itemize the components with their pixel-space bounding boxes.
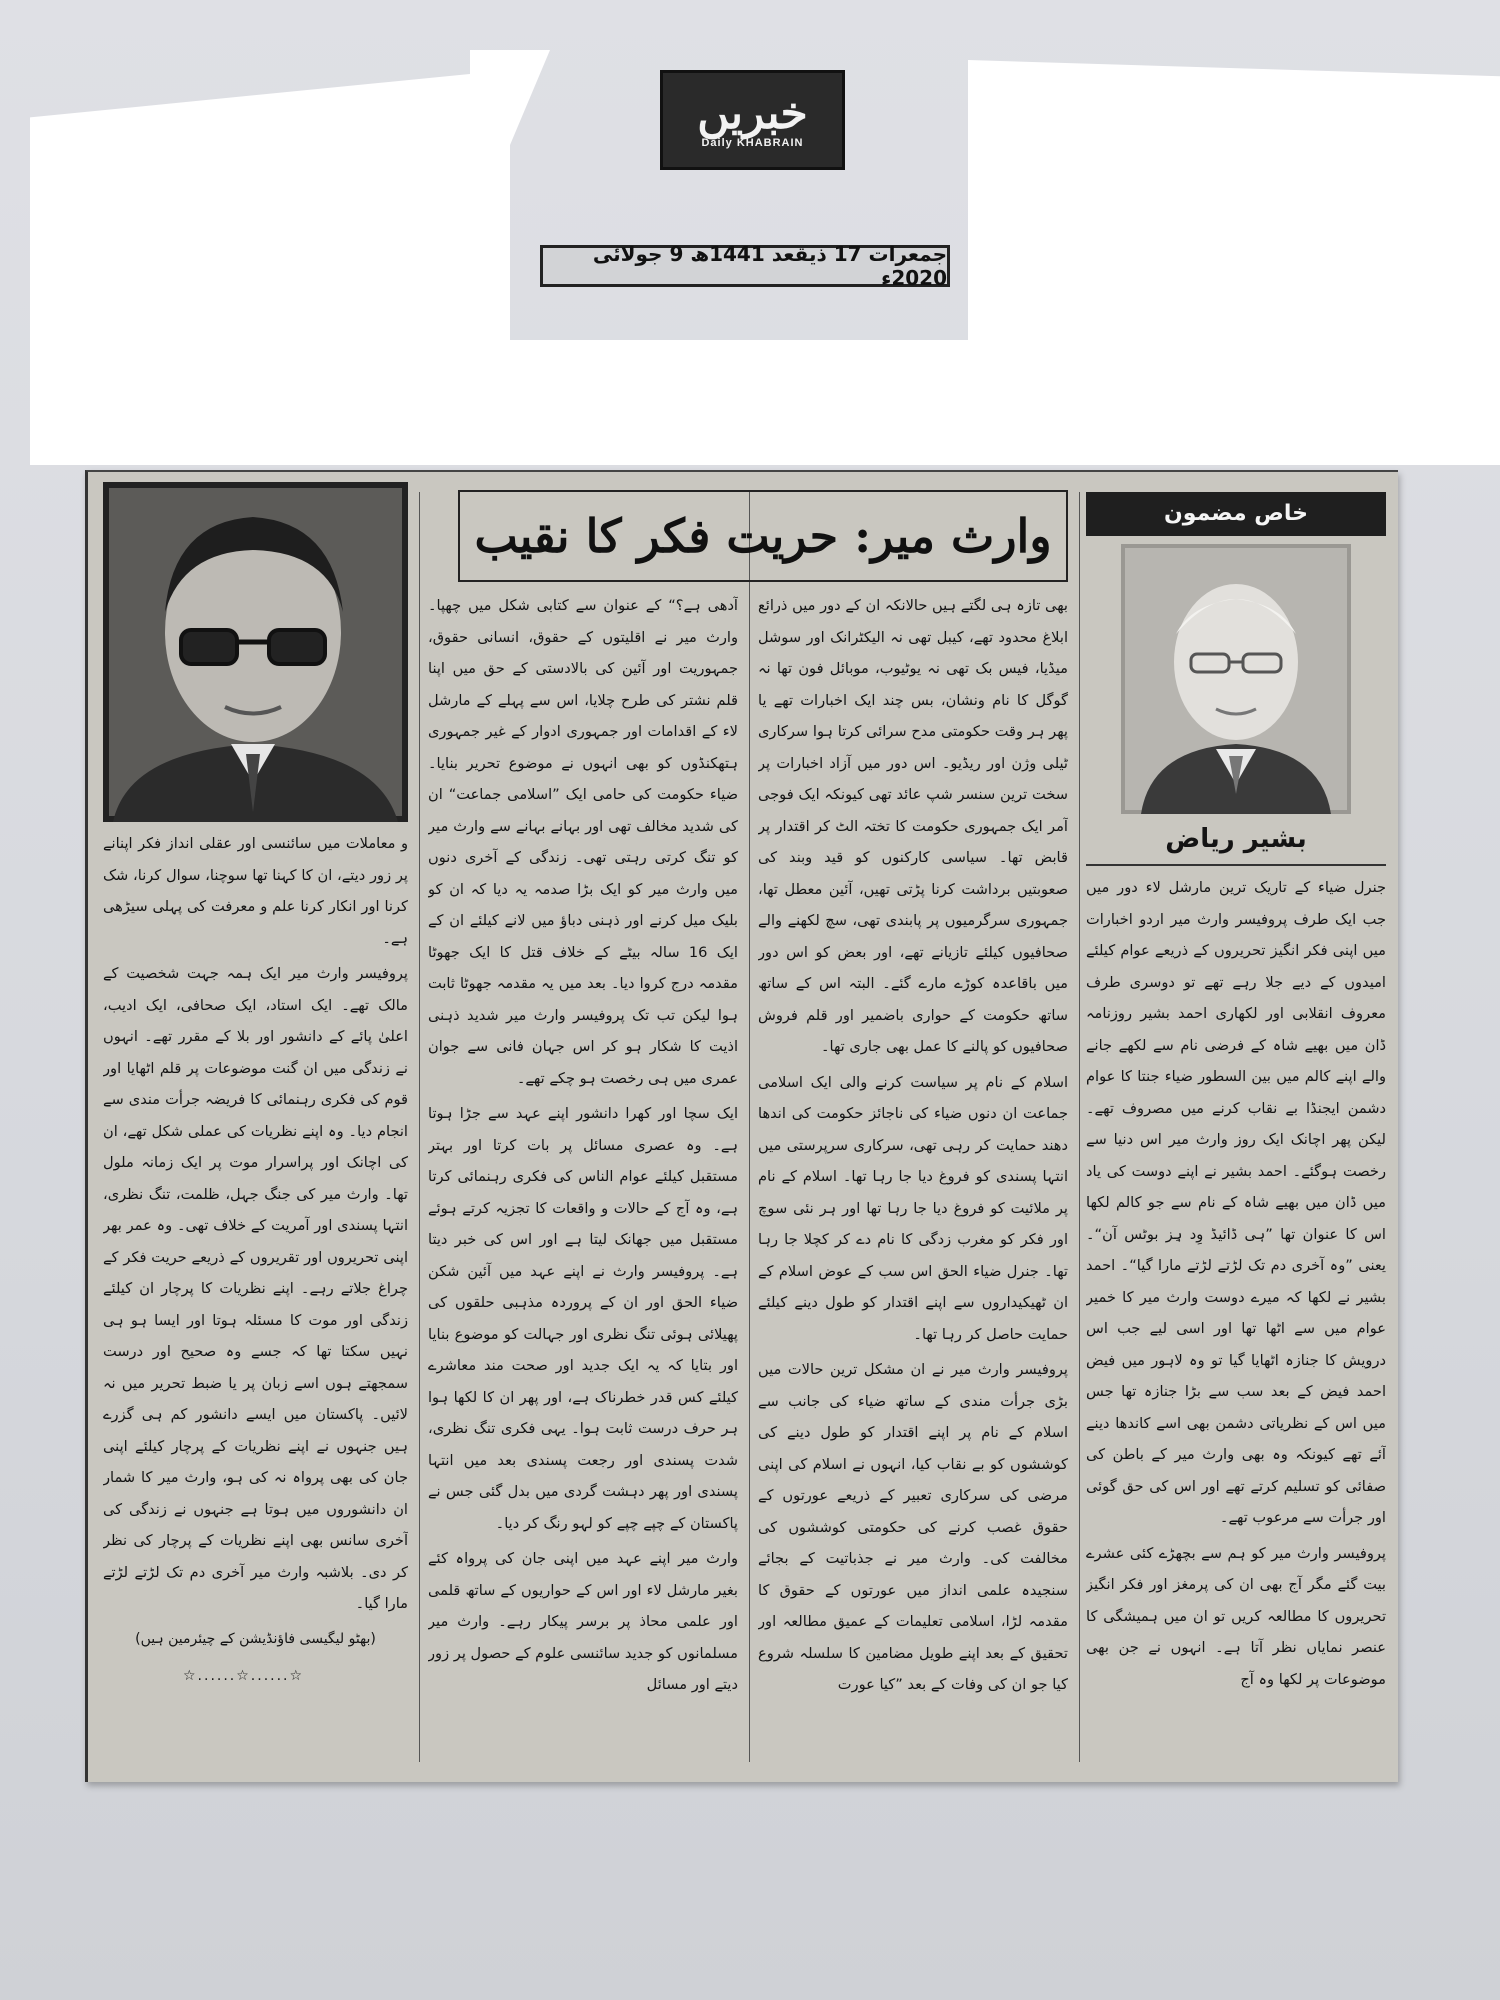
newspaper-masthead (660, 70, 845, 170)
paragraph: اسلام کے نام پر سیاست کرنے والی ایک اسلامی جماعت ان دنوں ضیاء کی ناجائز حکومت کی اندھا دھند حمایت کر رہی تھی، سرکاری سرپرستی میں انتہا پسندی کو فروغ دیا جا رہا تھا۔ اسلام کے نام پر ملائیت کو فروغ دیا جا رہا تھا اور ہر نئی سوچ اور فکر کو مغرب زدگی کا نام دے کر کچلا جا رہا تھا۔ جنرل ضیاء الحق اس سب کے عوض اسلام کے ان ٹھیکیداروں سے اپنے اقتدار کو طول دینے کیلئے حمایت حاصل کر رہا تھا۔ (758, 1073, 1068, 1343)
column-rule (1079, 492, 1080, 1762)
paragraph: پروفیسر وارث میر ایک ہمہ جہت شخصیت کے مالک تھے۔ ایک استاد، ایک صحافی، ایک ادیب، اعلیٰ پائے کے دانشور اور بلا کے مقرر تھے۔ انہوں نے زندگی میں ان گنت موضوعات پر قلم اٹھایا اور قوم کی فکری رہنمائی کا فریضہ جرأت مندی سے انجام دیا۔ وہ اپنے نظریات کی عملی شکل تھے، ان کی اچانک اور پراسرار موت پر ایک زمانہ ملول تھا۔ وارث میر کی جنگ جہل، ظلمت، تنگ نظری، انتہا پسندی اور آمریت کے خلاف تھی۔ وہ عمر بھر اپنی تحریروں اور تقریروں کے ذریعے حریت فکر کے چراغ جلاتے رہے۔ اپنے نظریات کا پرچار ان کیلئے زندگی اور موت کا مسئلہ ہوتا اور ایسا ہو ہی نہیں سکتا تھا کہ جسے وہ صحیح اور درست سمجھتے ہوں اسے زبان پر یا ضبط تحریر میں نہ لائیں۔ پاکستان میں ایسے دانشور کم ہی گزرے ہیں جنہوں نے اپنے نظریات کے پرچار کیلئے اپنی جان کی بھی پرواہ نہ کی ہو، وارث میر کا شمار ان دانشوروں میں ہوتا ہے جنہوں نے زندگی کی آخری سانس بھی اپنے نظریات کے پرچار کی نظر کر دی۔ بلاشبہ وارث میر آخری دم تک لڑتے لڑتے مارا گیا۔ (103, 965, 408, 1612)
paragraph: پروفیسر وارث میر نے ان مشکل ترین حالات میں بڑی جرأت مندی کے ساتھ ضیاء کی جانب سے اسلام کے نام پر اپنے اقتدار کو طول دینے کی کوششوں کو بے نقاب کیا، انہوں نے اسلام کی اپنی مرضی کی سرکاری تعبیر کے ذریعے عورتوں کے حقوق غصب کرنے کی حکومتی کوششوں کی مخالفت کی۔ وارث میر نے جذباتیت کے بجائے سنجیدہ علمی انداز میں عورتوں کے حقوق کا مقدمہ لڑا، اسلامی تعلیمات کے عمیق مطالعہ اور تحقیق کے بعد اپنے طویل مضامین کا سلسلہ شروع کیا جو ان کی وفات کے بعد ”کیا عورت (758, 1361, 1068, 1693)
redaction-patch (968, 60, 1500, 465)
article-column-2 (758, 472, 1068, 1782)
author-note: (بھٹو لیگیسی فاؤنڈیشن کے چیئرمین ہیں) (135, 1630, 376, 1647)
paragraph: ایک سچا اور کھرا دانشور اپنے عہد سے جڑا ہوتا ہے۔ وہ عصری مسائل پر بات کرتا اور بہتر مستقبل کیلئے عوام الناس کی فکری رہنمائی کرتا ہے، وہ آج کے حالات و واقعات کا تجزیہ کرتے ہوئے مستقبل میں جھانک لیتا ہے اور اس کی خبر دیتا ہے۔ پروفیسر وارث نے اپنے عہد میں آئین شکن ضیاء الحق اور ان کے پروردہ مذہبی حلقوں کی پھیلائی ہوئی تنگ نظری اور جہالت کو موضوع بنایا اور بتایا کہ یہ ایک جدید اور صحت مند معاشرے کیلئے کس قدر خطرناک ہے، اور پھر ان کا لکھا ہوا ہر حرف درست ثابت ہوا۔ یہی فکری تنگ نظری، شدت پسندی اور رجعت پسندی بعد میں انتہا پسندی اور پھر دہشت گردی میں بدل گئی جس نے پاکستان کے چپے چپے کو لہو رنگ کر دیا۔ (428, 1105, 738, 1532)
author-byline: بشیر ریاض (1086, 814, 1386, 866)
subject-portrait-photo (103, 482, 408, 822)
article-column-4 (103, 472, 408, 1782)
author-portrait-photo (1121, 544, 1351, 814)
paragraph: جنرل ضیاء کے تاریک ترین مارشل لاء دور میں جب ایک طرف پروفیسر وارث میر اردو اخبارات میں اپنی فکر انگیز تحریروں کے ذریعے عوام کیلئے امیدوں کے دیے جلا رہے تھے تو دوسری طرف معروف انقلابی اور لکھاری احمد بشیر روزنامہ ڈان میں بھیے شاہ کے فرضی نام سے لکھے جانے والے اپنے کالم میں بین السطور ضیاء جنتا کا عوام دشمن ایجنڈا بے نقاب کرنے میں مصروف تھے۔ لیکن پھر اچانک ایک روز وارث میر اس دنیا سے رخصت ہوگئے۔ احمد بشیر نے اپنے دوست کی یاد میں ڈان میں بھیے شاہ کے نام سے جو کالم لکھا اس کا عنوان تھا ”ہی ڈائیڈ وِد ہِز بوٹس آن“۔ یعنی ”وہ آخری دم تک لڑتے لڑتے مارا گیا“۔ احمد بشیر نے لکھا کہ میرے دوست وارث میر کا خمیر عوام میں سے اٹھا تھا اور اسی لیے جب اس درویش کا جنازہ اٹھایا گیا تو وہ لاہور میں فیض احمد فیض کے بعد سب سے بڑا جنازہ تھا جس میں اس کے نظریاتی دشمن بھی اسے کاندھا دینے آئے تھے کیونکہ وہ بھی وارث میر کے باطن کی صفائی کو تسلیم کرتے تھے اور اس کی حق گوئی اور جرأت سے مرعوب تھے۔ (1086, 879, 1386, 1526)
kicker-label: خاص مضمون (1086, 492, 1386, 536)
paragraph: آدھی ہے؟“ کے عنوان سے کتابی شکل میں چھپا۔ وارث میر نے اقلیتوں کے حقوق، انسانی حقوق، جمہوریت اور آئین کی بالادستی کے حق میں اپنا قلم نشتر کی طرح چلایا، اس سے پہلے کے مارشل لاء کے اقدامات اور جمہوری ادوار کے غیر جمہوری ہتھکنڈوں کو بھی انہوں نے موضوع تحریر بنایا۔ ضیاء حکومت کی حامی ایک ”اسلامی جماعت“ ان کی شدید مخالف تھی اور بہانے بہانے سے وارث میر کو تنگ کرتی رہتی تھی۔ زندگی کے آخری دنوں میں وارث میر کو ایک بڑا صدمہ یہ دیا کہ ان کو بلیک میل کرنے اور ذہنی دباؤ میں لانے کیلئے ان کے ایک 16 سالہ بیٹے کے خلاف قتل کا ایک جھوٹا مقدمہ درج کروا دیا۔ بعد میں یہ مقدمہ جھوٹا ثابت ہوا لیکن تب تک پروفیسر وارث میر شدید ذہنی اذیت کا شکار ہو کر اس جہان فانی سے جوان عمری میں ہی رخصت ہو چکے تھے۔ (428, 597, 738, 1087)
paragraph: وارث میر اپنے عہد میں اپنی جان کی پرواہ کئے بغیر مارشل لاء اور اس کے حواریوں کے ساتھ قلمی اور علمی محاذ پر برسر پیکار رہے۔ وارث میر مسلمانوں کو جدید سائنسی علوم کے حصول پر زور دیتے اور مسائل (428, 1550, 738, 1693)
newspaper-clipping (85, 470, 1398, 1782)
column-4-body (103, 828, 408, 1693)
redaction-patch (30, 70, 510, 465)
paragraph: بھی تازہ ہی لگتے ہیں حالانکہ ان کے دور میں ذرائع ابلاغ محدود تھے، کیبل تھی نہ الیکٹرانک اور سوشل میڈیا، فیس بک تھی نہ یوٹیوب، موبائل فون تھا نہ گوگل کا نام ونشان، بس چند ایک اخبارات تھے یا پھر ہر وقت حکومتی مدح سرائی کرتا ہوا سرکاری ٹیلی وژن اور ریڈیو۔ اس دور میں آزاد اخبارات پر سخت ترین سنسر شپ عائد تھی کیونکہ ایک فوجی آمر ایک جمہوری حکومت کا تختہ الٹ کر اقتدار پر قابض تھا۔ سیاسی کارکنوں کو قید وبند کی صعوبتیں برداشت کرنا پڑتی تھیں، آئین معطل تھا، جمہوری سرگرمیوں پر پابندی تھی، سچ لکھنے والے صحافیوں کیلئے تازیانے تھے، اور بعض کو اس دور میں باقاعدہ کوڑے مارے گئے۔ البتہ اس کے ساتھ ساتھ حکومت کے حواری باضمیر اور قلم فروش صحافیوں کو پالنے کا عمل بھی جاری تھا۔ (758, 597, 1068, 1055)
end-stars: ☆......☆......☆ (183, 1668, 305, 1684)
article-column-3 (428, 472, 738, 1782)
column-rule (749, 492, 750, 1762)
column-3-body (428, 590, 738, 1701)
column-2-body (758, 590, 1068, 1701)
article-headline: وارث میر: حریت فکر کا نقیب (474, 509, 1052, 563)
masthead-logo-english: Daily KHABRAIN (701, 137, 804, 149)
redaction-patch (510, 340, 970, 465)
masthead-logo-urdu: خبریں (697, 88, 808, 139)
article-column-1 (1086, 472, 1386, 1782)
column-rule (419, 492, 420, 1762)
column-1-body (1086, 872, 1386, 1695)
paragraph: پروفیسر وارث میر کو ہم سے بچھڑے کئی عشرے بیت گئے مگر آج بھی ان کی پرمغز اور فکر انگیز تحریروں کا مطالعہ کریں تو ان میں ہمیشگی کا عنصر نمایاں نظر آتا ہے۔ انہوں نے جن بھی موضوعات پر لکھا وہ آج (1086, 1544, 1386, 1688)
dateline: جمعرات 17 ذیقعد 1441ھ 9 جولائی 2020ء (540, 245, 950, 287)
paragraph: و معاملات میں سائنسی اور عقلی انداز فکر اپنانے پر زور دیتے، ان کا کہنا تھا سوچنا، سوال کرنا، شک کرنا اور انکار کرنا علم و معرفت کی پہلی سیڑھی ہے۔ (103, 835, 408, 947)
